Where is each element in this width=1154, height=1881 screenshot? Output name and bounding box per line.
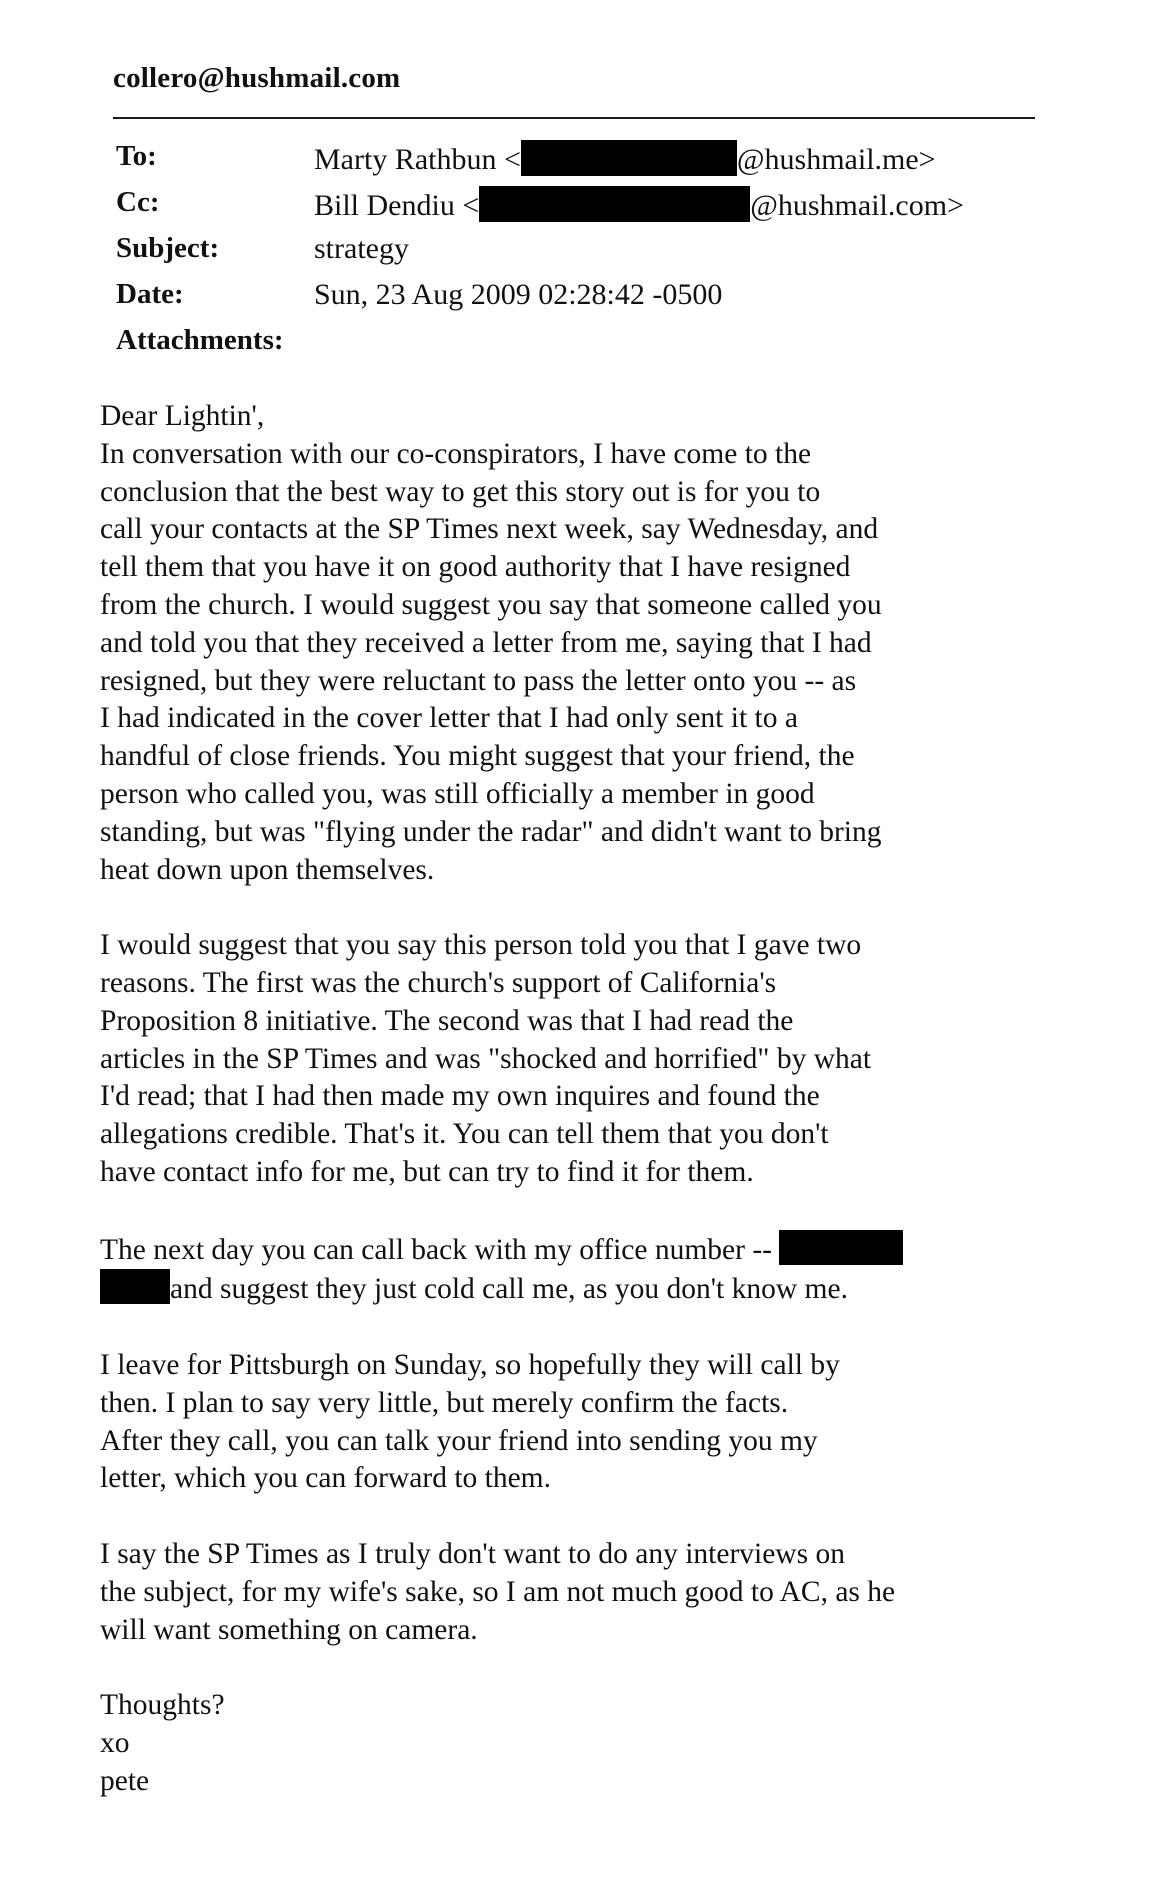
body-line: will want something on camera. [100, 1613, 478, 1646]
body-line: handful of close friends. You might suggest that your friend, the [100, 740, 855, 773]
body-line: articles in the SP Times and was "shocked and horrified" by what [100, 1042, 872, 1075]
paragraph-gap [100, 1649, 1100, 1687]
body-line: tell them that you have it on good authority that I have resigned [100, 551, 851, 584]
cc-value [314, 186, 964, 223]
body-line: letter, which you can forward to them. [100, 1462, 551, 1495]
date-label: Date: [116, 278, 184, 310]
body-line: then. I plan to say very little, but merely confirm the facts. [100, 1386, 789, 1419]
to-value [314, 140, 936, 177]
body-line: have contact info for me, but can try to find it for them. [100, 1155, 754, 1188]
to-domain: @hushmail.me> [736, 143, 936, 176]
redaction-block [100, 1269, 170, 1304]
subject-label: Subject: [116, 232, 220, 264]
body-line: the subject, for my wife's sake, so I am not much good to AC, as he [100, 1575, 896, 1608]
email-sender: collero@hushmail.com [113, 62, 401, 94]
body-line: from the church. I would suggest you say that someone called you [100, 588, 882, 621]
body-line: After they call, you can talk your friend into sending you my [100, 1424, 818, 1457]
cc-name: Bill Dendiu < [314, 189, 480, 222]
body-line: resigned, but they were reluctant to pass the letter onto you -- as [100, 664, 857, 697]
cc-domain: @hushmail.com> [750, 189, 964, 222]
subject-value: strategy [314, 232, 409, 265]
redaction-block [779, 1230, 903, 1265]
redaction-block [521, 140, 737, 176]
paragraph-gap [100, 1309, 1100, 1347]
date-value: Sun, 23 Aug 2009 02:28:42 -0500 [314, 278, 723, 311]
body-line: call your contacts at the SP Times next week, say Wednesday, and [100, 513, 879, 546]
body-line: allegations credible. That's it. You can tell them that you don't [100, 1118, 829, 1151]
body-line: reasons. The first was the church's support of California's [100, 966, 777, 999]
to-label: To: [116, 140, 157, 172]
body-line: I would suggest that you say this person told you that I gave two [100, 929, 862, 962]
body-line: conclusion that the best way to get this story out is for you to [100, 475, 821, 508]
cc-label: Cc: [116, 186, 160, 218]
body-line: In conversation with our co-conspirators, I have come to the [100, 437, 812, 470]
header-divider [113, 117, 1035, 119]
redaction-block [479, 186, 750, 222]
office-number-text: The next day you can call back with my office number -- [100, 1233, 772, 1266]
cold-call-text: and suggest they just cold call me, as you don't know me. [170, 1273, 848, 1306]
greeting: Dear Lightin', [100, 400, 265, 432]
body-line: and told you that they received a letter from me, saying that I had [100, 626, 872, 659]
to-name: Marty Rathbun < [314, 143, 521, 176]
body-line: I leave for Pittsburgh on Sunday, so hopefully they will call by [100, 1348, 840, 1381]
body-line: Proposition 8 initiative. The second was that I had read the [100, 1004, 794, 1037]
body-line: heat down upon themselves. [100, 853, 435, 886]
body-line: I say the SP Times as I truly don't want to do any interviews on [100, 1537, 845, 1570]
body-line [100, 1230, 1100, 1270]
email-body [100, 398, 1100, 1800]
body-line [100, 1269, 1100, 1309]
attachments-label: Attachments: [116, 324, 284, 356]
closing-xo: xo [100, 1726, 130, 1759]
signature: pete [100, 1764, 150, 1797]
body-line: I'd read; that I had then made my own inquires and found the [100, 1080, 820, 1113]
paragraph-gap [100, 1192, 1100, 1230]
body-line: I had indicated in the cover letter that I had only sent it to a [100, 702, 798, 735]
paragraph-gap [100, 889, 1100, 927]
closing-question: Thoughts? [100, 1689, 225, 1722]
body-line: person who called you, was still officially a member in good [100, 777, 815, 810]
paragraph-gap [100, 1498, 1100, 1536]
body-line: standing, but was "flying under the radar" and didn't want to bring [100, 815, 882, 848]
